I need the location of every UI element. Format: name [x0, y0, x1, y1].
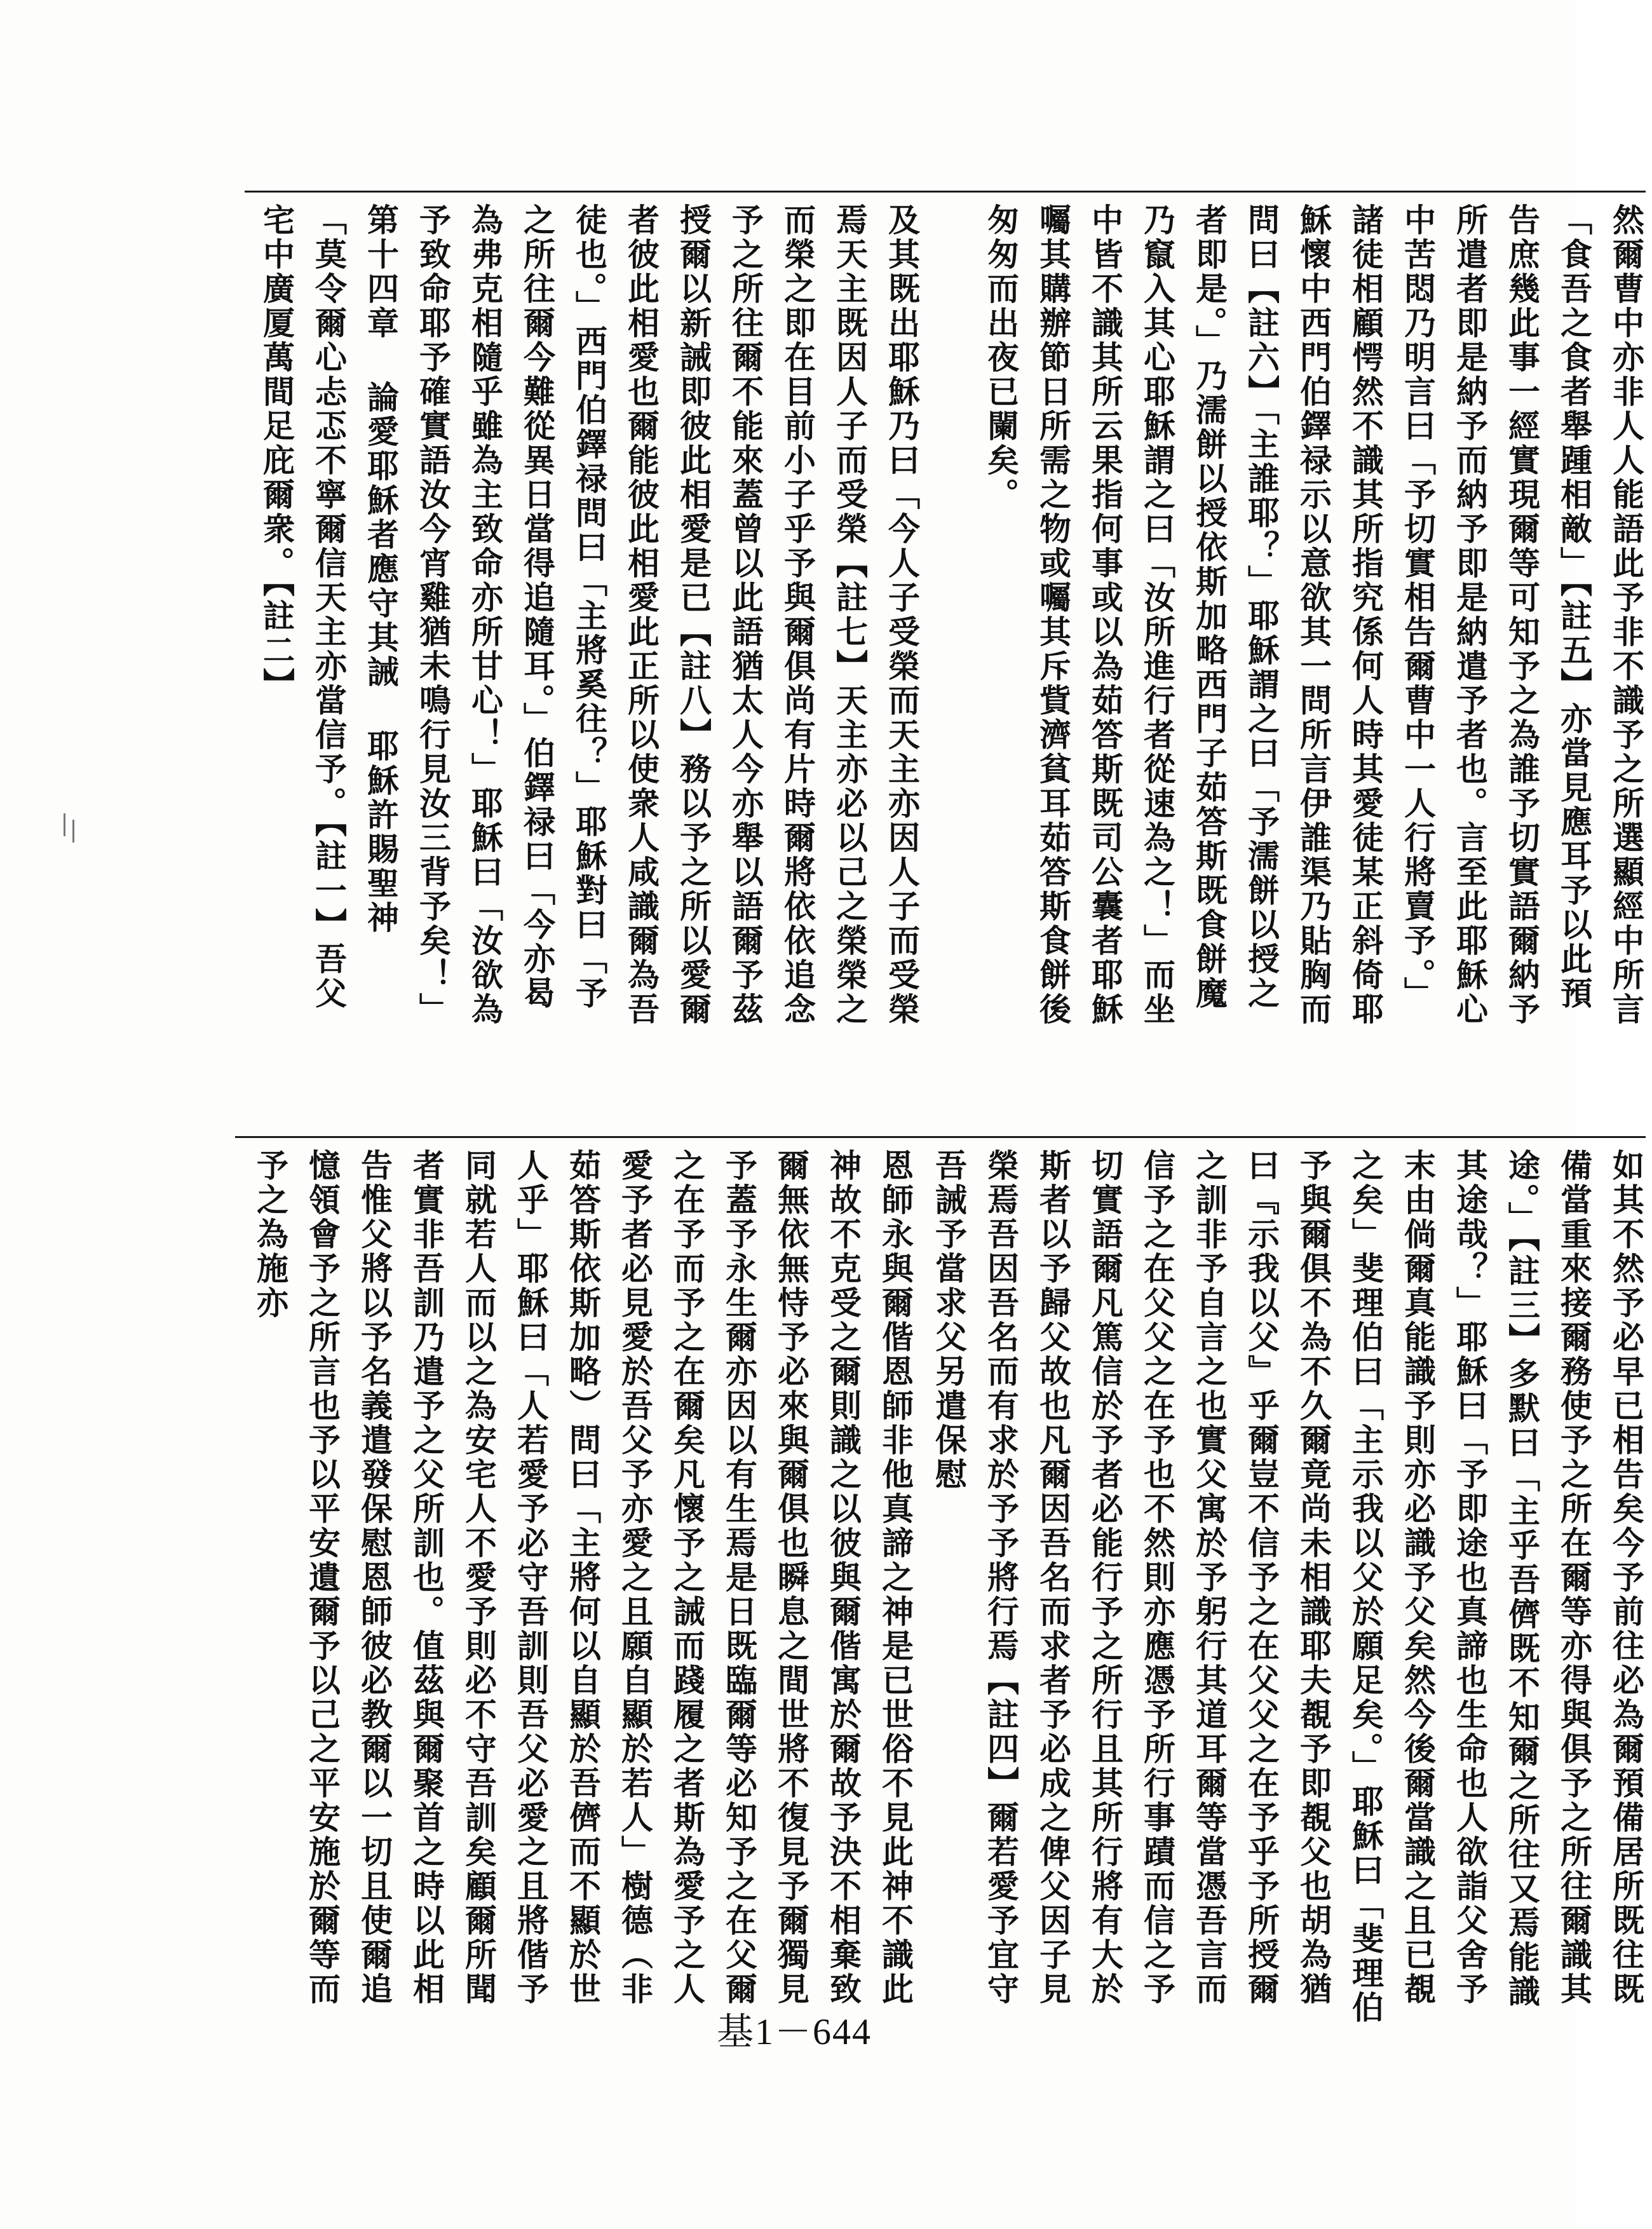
- bottom-right-vertical-text: 如其不然予必早已相告矣今予前往必為爾預備居所既往既備當重來接爾務使予之所在爾等亦得與俱予之所往爾識其途。」【註三】多默曰「主乎吾儕既不知爾之所往又焉能識其途哉？」耶穌曰「予即途也真諦也生命也人欲詣父舍予末由倘爾真能識予則亦必識予父矣然今後爾當識之且已覩之矣」斐理伯曰「主示我以父於願足矣。」耶穌曰「斐理伯予與爾俱不為不久爾竟尚未相識耶夫覩予即覩父也胡為猶曰『示我以父』乎爾豈不信予之在父父之在予乎予所授爾之訓非予自言之也實父寓於予躬行其道耳爾等當憑吾言而信予之在父父之在予也不然則亦應憑予所行事蹟而信之予切實語爾凡篤信於予者必能行予之所行且其所行將有大於斯者以予歸父故也凡爾因吾名而求者予必成之俾父因子見榮焉吾因吾名而有求於予予將行焉【註四】爾若愛予宜守吾誡予當求父另遣保慰: [930, 1149, 1645, 2025]
- top-left-panel-rule: [245, 191, 924, 193]
- page-number: 基1－644: [716, 2011, 872, 2052]
- top-right-text-panel: [877, 203, 1652, 1029]
- binding-margin-marks: [64, 813, 89, 864]
- bottom-left-text-panel: [235, 1149, 921, 2026]
- top-left-text-panel: [241, 203, 928, 1029]
- bottom-left-panel-rule: [235, 1136, 921, 1138]
- bottom-right-panel-rule: [883, 1136, 1646, 1138]
- bottom-left-vertical-text: 恩師永與爾偕恩師非他真諦之神是已世俗不見此神不識此神故不克受之爾則識之以彼與爾偕寓於爾故予決不相棄致爾無依無恃予必來與爾俱也瞬息之間世將不復見予爾獨見予蓋予永生爾亦因以有生焉是日既臨爾等必知予之在父爾之在予而予之在爾矣凡懷予之誡而踐履之者斯為愛予之人愛予者必見愛於吾父予亦愛之且願自顯於若人」樹德（非茹答斯依斯加略）問曰「主將何以自顯於吾儕而不顯於世人乎」耶穌曰「人若愛予必守吾訓則吾父必愛之且將偕予同就若人而以之為安宅人不愛予則必不守吾訓矣顧爾所聞者實非吾訓乃遣予之父所訓也。值茲與爾聚首之時以此相告惟父將以予名義遣發保慰恩師彼必教爾以一切且使爾追憶領會予之所言也予以平安遺爾予以己之平安施於爾等而予之為施亦: [252, 1149, 914, 2007]
- bottom-right-text-panel: [877, 1149, 1652, 2026]
- top-right-panel-rule: [883, 191, 1646, 193]
- top-left-vertical-text: 及其既出耶穌乃曰「今人子受榮而天主亦因人子而受榮焉天主既因人子而受榮【註七】天主亦必以己之榮榮之而榮之即在目前小子乎予與爾俱尚有片時爾將依依追念予之所往爾不能來蓋曾以此語猶太人今亦舉以語爾予茲授爾以新誡即彼此相愛是已【註八】務以予之所以愛爾者彼此相愛也爾能彼此相愛此正所以使衆人咸識爾為吾徒也。」西門伯鐸禄問曰「主將奚往？」耶穌對曰「予之所往爾今難從異日當得追隨耳。」伯鐸禄曰「今亦曷為弗克相隨乎雖為主致命亦所甘心！」耶穌曰「汝欲為予致命耶予確實語汝今宵雞猶未鳴行見汝三背予矣！」 第十四章 論愛耶穌者應守其誡 耶穌許賜聖神 「莫令爾心忐忑不寧爾信天主亦當信予。【註一】吾父宅中廣厦萬間足庇爾衆。【註二】: [258, 203, 921, 1027]
- top-right-vertical-text: 然爾曹中亦非人人能語此予非不識予之所選顯經中所言「食吾之食者舉踵相敵」【註五】亦當見應耳予以此預告庶幾此事一經實現爾等可知予之為誰予切實語爾納予所遣者即是納予而納予即是納遣予者也。言至此耶穌心中苦悶乃明言曰「予切實相告爾曹中一人行將賣予。」諸徒相顧愕然不識其所指究係何人時其愛徒某正斜倚耶穌懷中西門伯鐸禄示以意欲其一問所言伊誰渠乃貼胸而問曰【註六】「主誰耶？」耶穌謂之曰「予濡餅以授之者即是。」乃濡餅以授依斯加略西門子茹答斯既食餅魔乃竄入其心耶穌謂之曰「汝所進行者從速為之！」而坐中皆不識其所云果指何事或以為茹答斯既司公囊者耶穌囑其購辦節日所需之物或囑其斥貲濟貧耳茹答斯食餅後匆匆而出夜已闌矣。: [982, 203, 1645, 1027]
